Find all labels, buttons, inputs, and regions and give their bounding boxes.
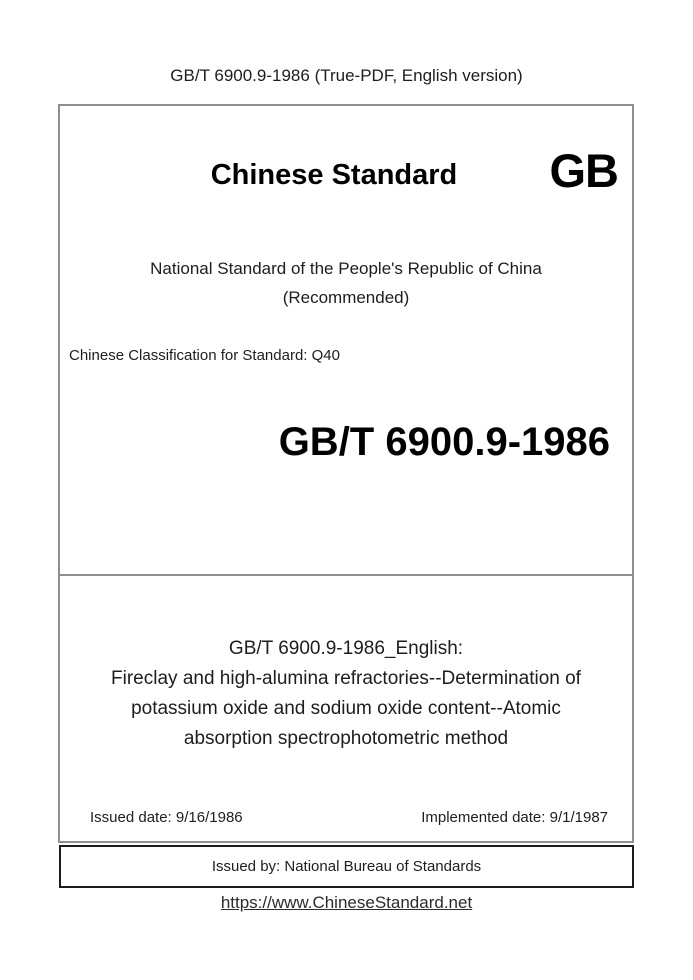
recommended-line: (Recommended) <box>282 288 410 307</box>
classification-line: Chinese Classification for Standard: Q40 <box>69 347 340 364</box>
english-title-line-2: potassium oxide and sodium oxide content--Atomic <box>131 698 561 719</box>
national-standard-block <box>60 254 632 312</box>
standard-code: GB/T 6900.9-1986 <box>278 420 610 464</box>
gb-logo: GB <box>549 144 618 197</box>
site-link[interactable]: https://www.ChineseStandard.net <box>220 893 473 912</box>
issued-by-box <box>59 845 634 888</box>
cover-box <box>58 104 634 843</box>
english-title-label: GB/T 6900.9-1986_English: <box>228 638 464 659</box>
issued-by-text: Issued by: National Bureau of Standards <box>211 858 482 875</box>
dates-row <box>90 809 608 826</box>
english-title-line-3: absorption spectrophotometric method <box>183 728 509 749</box>
implemented-date: Implemented date: 9/1/1987 <box>421 809 608 826</box>
national-standard-line: National Standard of the People's Republic of China <box>150 259 542 278</box>
english-title-block <box>60 634 632 754</box>
cover-title: Chinese Standard <box>210 159 458 191</box>
issued-date: Issued date: 9/16/1986 <box>90 809 243 826</box>
english-title-line-1: Fireclay and high-alumina refractories--Determination of <box>111 668 581 689</box>
footer-link-row <box>0 893 693 913</box>
section-divider <box>58 574 634 576</box>
document-header-line: GB/T 6900.9-1986 (True-PDF, English version) <box>170 66 523 85</box>
